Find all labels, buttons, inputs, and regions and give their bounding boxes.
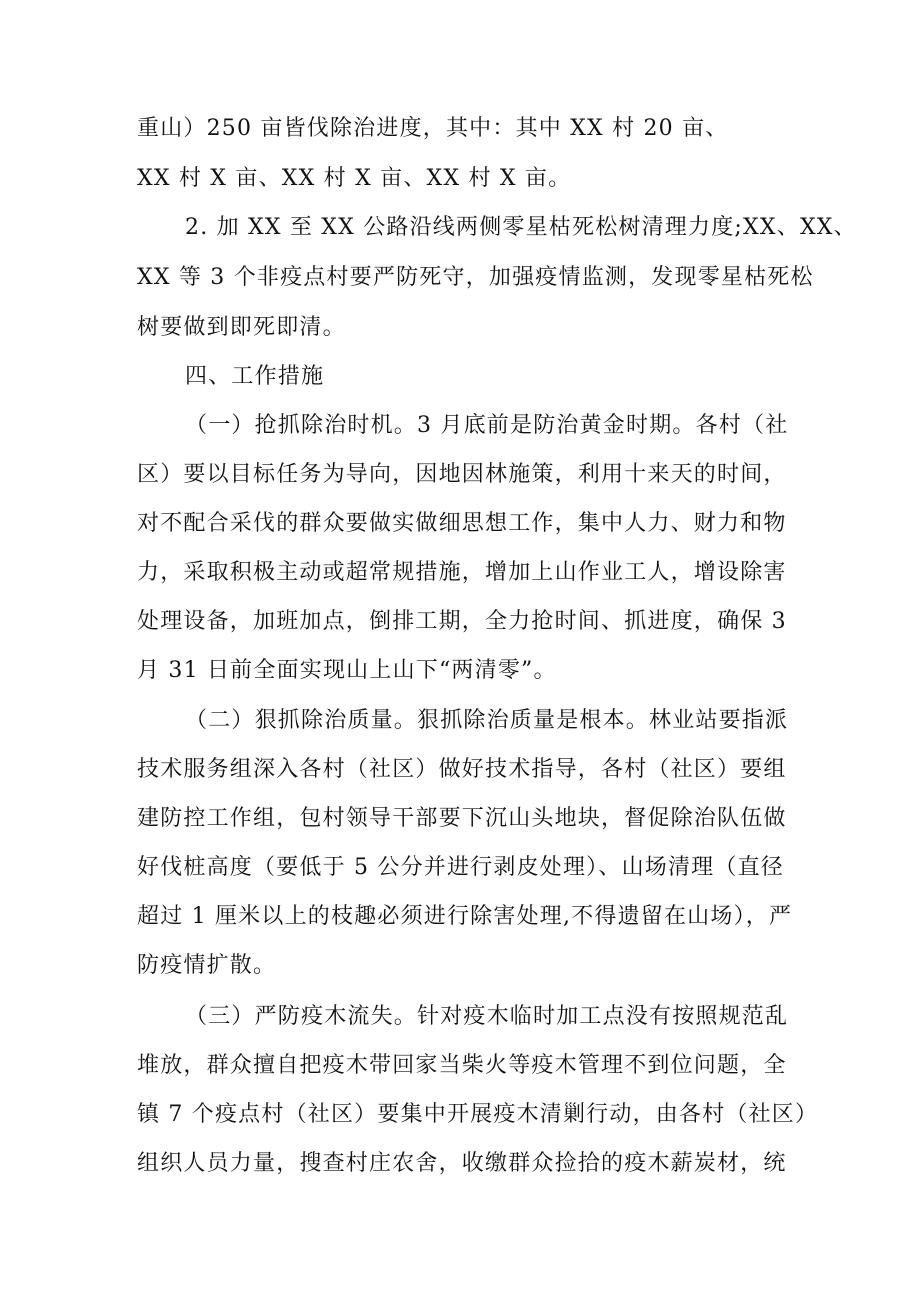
text-line: 力，采取积极主动或超常规措施，增加上山作业工人，增设除害: [137, 560, 787, 585]
text-line: 防疫情扩散。: [137, 953, 277, 978]
text-line: XX 等 3 个非疫点村要严防死守，加强疫情监测，发现零星枯死松: [137, 265, 814, 290]
text-line: 区）要以目标任务为导向，因地因林施策，利用十来天的时间，: [137, 462, 787, 487]
text-line: 重山）250 亩皆伐除治进度，其中：其中 XX 村 20 亩、: [137, 116, 729, 141]
text-line: 树要做到即死即清。: [137, 315, 346, 340]
text-line: 堆放，群众擅自把疫木带回家当柴火等疫木管理不到位问题，全: [137, 1053, 787, 1078]
text-line: 月 31 日前全面实现山上山下“两清零”。: [137, 658, 557, 683]
text-line: （二）狠抓除治质量。狠抓除治质量是根本。林业站要指派: [185, 708, 789, 733]
text-line: 建防控工作组，包村领导干部要下沉山头地块，督促除治队伍做: [137, 806, 787, 831]
text-line: 处理设备，加班加点，倒排工期，全力抢时间、抓进度，确保 3: [137, 609, 787, 634]
text-line: 对不配合采伐的群众要做实做细思想工作，集中人力、财力和物: [137, 511, 787, 536]
text-line: 镇 7 个疫点村（社区）要集中开展疫木清剿行动，由各村（社区）: [137, 1102, 819, 1127]
text-line: 组织人员力量，搜查村庄农舍，收缴群众捡拾的疫木薪炭材，统: [137, 1151, 787, 1176]
section-heading: 四、工作措施: [185, 364, 325, 389]
text-line: 技术服务组深入各村（社区）做好技术指导，各村（社区）要组: [137, 757, 787, 782]
text-line: （一）抢抓除治时机。3 月底前是防治黄金时期。各村（社: [185, 413, 789, 438]
text-line: XX 村 X 亩、XX 村 X 亩、XX 村 X 亩。: [137, 166, 572, 191]
text-line: 2. 加 XX 至 XX 公路沿线两侧零星枯死松树清理力度;XX、XX、: [185, 215, 857, 240]
text-line: 超过 1 厘米以上的枝趣必须进行除害处理,不得遗留在山场），严: [137, 904, 793, 929]
text-line: （三）严防疫木流失。针对疫木临时加工点没有按照规范乱: [185, 1004, 789, 1029]
text-line: 好伐桩高度（要低于 5 公分并进行剥皮处理）、山场清理（直径: [137, 855, 784, 880]
